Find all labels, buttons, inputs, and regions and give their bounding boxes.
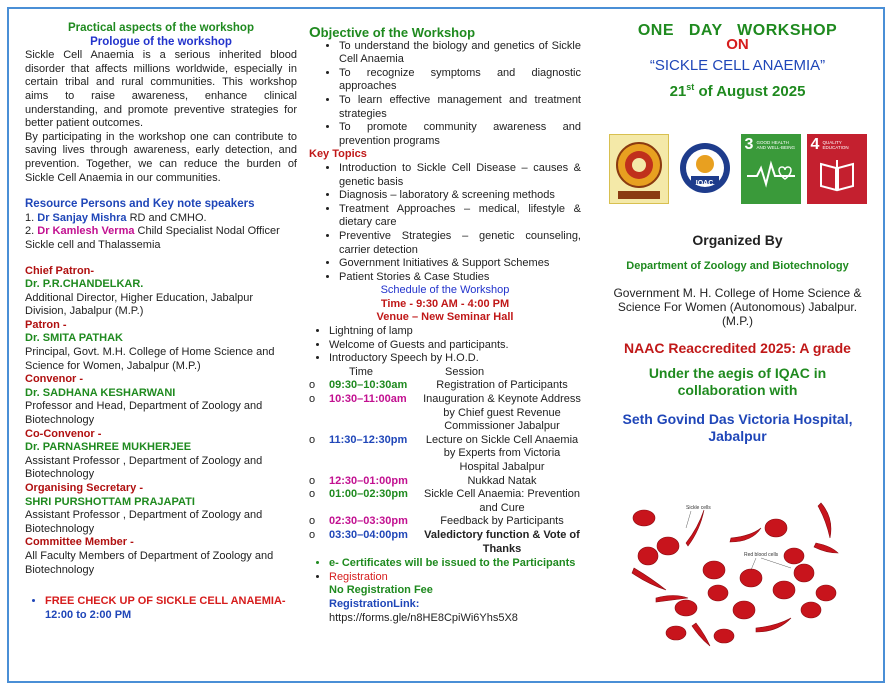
session-column-label: Session bbox=[445, 365, 485, 378]
registration-link-label: RegistrationLink: bbox=[329, 597, 420, 610]
hospital-name: Seth Govind Das Victoria Hospital, Jabalpur bbox=[622, 411, 853, 445]
speaker-name: Dr Sanjay Mishra bbox=[37, 211, 127, 224]
prologue-paragraph-1: Sickle Cell Anaemia is a serious inherited blood disorder that affects millions worldwide, especially in certain tribal and rural communities. This workshop aims to raise awareness, enhance clinical understanding, and promote preventive strategies for better patient outcomes. bbox=[25, 49, 297, 130]
middle-column bbox=[309, 26, 581, 625]
blood-cells-illustration bbox=[626, 498, 846, 648]
committee-desc: Principal, Govt. M.H. College of Home Science and Science for Women, Jabalpur (M.P.) bbox=[25, 346, 275, 372]
bullet-marker: o bbox=[309, 515, 316, 528]
sdg4-text: QUALITY EDUCATION bbox=[822, 140, 849, 151]
committee-title: Co-Convenor - bbox=[25, 427, 102, 440]
cell-label-sickle: Sickle cells bbox=[686, 505, 711, 511]
bullet-marker: o bbox=[309, 528, 316, 541]
college-name: Government M. H. College of Home Science & Science For Women (Autonomous) Jabalpur.(M.P.) bbox=[613, 285, 862, 328]
committee-title: Convenor - bbox=[25, 373, 84, 386]
department-name: Department of Zoology and Biotechnology bbox=[626, 259, 849, 272]
committee-title: Chief Patron- bbox=[25, 264, 95, 277]
committee-name: Dr. P.R.CHANDELKAR. bbox=[25, 278, 144, 291]
objective-heading-initial: O bbox=[309, 24, 321, 41]
schedule-row bbox=[309, 488, 581, 515]
opening-item: • Welcome of Guests and participants. bbox=[329, 339, 581, 353]
registration-heading: Registration bbox=[329, 570, 388, 583]
schedule-heading: Schedule of the Workshop bbox=[380, 284, 510, 297]
topic-item: • Patient Stories & Case Studies bbox=[339, 271, 581, 285]
red-blood-cell bbox=[708, 585, 728, 601]
committee-desc: All Faculty Members of Department of Zoology and Biotechnology bbox=[25, 549, 274, 576]
speaker-role: Child Specialist Nodal Officer Sickle cell and Thalassemia bbox=[25, 225, 280, 251]
committee-title: Committee Member - bbox=[25, 536, 134, 549]
committee-title: Organising Secretary - bbox=[25, 482, 143, 494]
checkup-item bbox=[45, 595, 297, 622]
date-day: 21 bbox=[669, 82, 687, 100]
topic-item: • Introduction to Sickle Cell Disease – causes & genetic basis bbox=[339, 162, 581, 189]
sickle-cell bbox=[692, 623, 710, 646]
committee-name: Dr. PARNASHREE MUKHERJEE bbox=[25, 441, 192, 454]
committee-desc: Professor and Head, Department of Zoology and Biotechnology bbox=[25, 400, 263, 427]
date-rest: of August 2025 bbox=[694, 82, 806, 100]
objective-heading bbox=[309, 26, 581, 40]
checkup-line-2: 12:00 to 2:00 PM bbox=[45, 608, 132, 621]
bullet-marker: o bbox=[309, 433, 316, 446]
bullet-marker: o bbox=[309, 379, 316, 392]
date-suffix: st bbox=[686, 81, 695, 92]
schedule-session: Valedictory function & Vote of Thanks bbox=[424, 528, 580, 555]
objective-item: • To learn effective management and treatment strategies bbox=[339, 94, 581, 121]
committee-list bbox=[25, 265, 297, 578]
iqac-text: IQAC bbox=[695, 180, 714, 188]
objective-item: • To promote community awareness and prevention programs bbox=[339, 121, 581, 148]
speaker-number: 1. bbox=[25, 211, 35, 224]
right-column bbox=[600, 24, 875, 445]
schedule-session: Sickle Cell Anaemia: Prevention and Cure bbox=[424, 488, 580, 514]
organized-by: Organized By bbox=[692, 232, 783, 249]
sdg4-logo bbox=[807, 134, 867, 204]
red-blood-cell bbox=[765, 519, 787, 537]
red-blood-cell bbox=[740, 569, 762, 587]
committee-desc: Assistant Professor , Department of Zoology and Biotechnology bbox=[25, 454, 263, 481]
speaker-role: RD and CMHO. bbox=[126, 211, 207, 224]
topic-item: • Government Initiatives & Support Schemes bbox=[339, 257, 581, 271]
sickle-cell bbox=[730, 528, 761, 542]
schedule-time: 12:30–01:00pm bbox=[329, 474, 408, 487]
red-blood-cell bbox=[784, 548, 804, 564]
opening-list bbox=[309, 325, 581, 366]
schedule-time: 02:30–03:30pm bbox=[329, 515, 408, 528]
schedule-time: 09:30–10:30am bbox=[329, 379, 408, 392]
prologue-heading: Prologue of the workshop bbox=[90, 35, 232, 48]
sdg3-number: 3 bbox=[744, 136, 754, 154]
key-topics-heading: Key Topics bbox=[309, 148, 367, 161]
workshop-topic: “SICKLE CELL ANAEMIA” bbox=[649, 57, 826, 75]
red-blood-cell bbox=[733, 601, 755, 619]
logo-row bbox=[600, 134, 875, 204]
red-blood-cell bbox=[714, 629, 734, 643]
sdg3-logo bbox=[741, 134, 801, 204]
committee-title: Patron - bbox=[25, 318, 67, 331]
schedule-row bbox=[309, 434, 581, 475]
time-column-label: Time bbox=[349, 365, 374, 378]
certificates-item: • e- Certificates will be issued to the Participants bbox=[329, 557, 581, 571]
resource-heading: Resource Persons and Key note speakers bbox=[25, 198, 255, 211]
schedule-row bbox=[309, 515, 581, 529]
red-blood-cell bbox=[657, 537, 679, 555]
cell-label-rbc: Red blood cells bbox=[744, 552, 779, 558]
checkup-list bbox=[25, 595, 297, 622]
topic-item: • Diagnosis – laboratory & screening methods bbox=[339, 189, 581, 203]
speaker-item bbox=[25, 212, 297, 226]
no-fee-text: No Registration Fee bbox=[329, 584, 433, 597]
title-on: ON bbox=[726, 35, 749, 53]
workshop-date bbox=[600, 81, 875, 99]
sickle-cell bbox=[818, 503, 831, 538]
schedule-session: Feedback by Participants bbox=[440, 515, 564, 528]
heartbeat-icon bbox=[747, 160, 795, 190]
bullet-marker: o bbox=[309, 393, 316, 406]
iqac-emblem-icon bbox=[675, 134, 735, 204]
opening-item: • Lightning of lamp bbox=[329, 325, 581, 339]
schedule-time: 10:30–11:00am bbox=[329, 393, 407, 406]
schedule-time: 11:30–12:30pm bbox=[329, 433, 408, 446]
registration-link[interactable]: https://forms.gle/n8HE8CpiWi6Yhs5X8 bbox=[329, 611, 518, 624]
schedule-row bbox=[309, 379, 581, 393]
schedule-row bbox=[309, 529, 581, 556]
schedule-row bbox=[309, 393, 581, 434]
schedule-session: Inauguration & Keynote Address by Chief guest Revenue Commissioner Jabalpur bbox=[423, 393, 581, 433]
red-blood-cell bbox=[638, 547, 658, 565]
speaker-number: 2. bbox=[25, 225, 35, 238]
sickle-cell bbox=[814, 543, 838, 553]
committee-desc: Additional Director, Higher Education, Jabalpur Division, Jabalpur (M.P.) bbox=[25, 291, 254, 318]
bullet-marker: o bbox=[309, 474, 316, 487]
committee-desc: Assistant Professor , Department of Zoology and Biotechnology bbox=[25, 509, 263, 535]
sickle-cell bbox=[632, 568, 666, 590]
opening-item: • Introductory Speech by H.O.D. bbox=[329, 352, 581, 366]
practical-heading: Practical aspects of the workshop bbox=[68, 22, 254, 34]
sdg4-number: 4 bbox=[810, 136, 820, 154]
schedule-time: Time - 9:30 AM - 4:00 PM bbox=[380, 297, 510, 310]
committee-name: Dr. SMITA PATHAK bbox=[25, 332, 123, 345]
key-topics-list bbox=[309, 162, 581, 284]
schedule-table bbox=[309, 379, 581, 556]
objective-heading-text: bjective of the Workshop bbox=[320, 25, 476, 40]
checkup-line-1: FREE CHECK UP OF SICKLE CELL ANAEMIA- bbox=[45, 595, 286, 608]
schedule-session: Lecture on Sickle Cell Anaemia by Experts from Victoria Hospital Jabalpur bbox=[425, 433, 579, 473]
red-blood-cell bbox=[675, 600, 697, 616]
sdg3-text: GOOD HEALTH AND WELL-BEING bbox=[756, 140, 796, 151]
sickle-cell bbox=[756, 618, 791, 632]
topic-item: • Preventive Strategies – genetic counseling, carrier detection bbox=[339, 230, 581, 257]
prologue-paragraph-2: By participating in the workshop one can contribute to saving lives through awareness, early detection, and prevention. Together, we can reduce the burden of Sickle Cell Anaemia in our communities. bbox=[25, 130, 297, 184]
bullet-marker: o bbox=[309, 488, 316, 501]
objective-item: • To recognize symptoms and diagnostic approaches bbox=[339, 67, 581, 94]
speaker-item bbox=[25, 225, 297, 252]
red-blood-cell bbox=[816, 585, 836, 601]
red-blood-cell bbox=[794, 564, 814, 582]
naac-grade: NAAC Reaccredited 2025: A grade bbox=[624, 339, 851, 356]
red-blood-cell bbox=[773, 581, 795, 599]
objectives-list bbox=[309, 40, 581, 149]
schedule-row bbox=[309, 475, 581, 489]
book-icon bbox=[819, 158, 855, 192]
schedule-session: Nukkad Natak bbox=[467, 474, 537, 487]
red-blood-cell bbox=[633, 510, 655, 526]
committee-name: Dr. SADHANA KESHARWANI bbox=[25, 386, 176, 399]
schedule-time: 01:00–02:30pm bbox=[329, 488, 408, 501]
schedule-session: Registration of Participants bbox=[436, 379, 568, 392]
college-emblem-logo bbox=[609, 134, 669, 204]
objective-item: • To understand the biology and genetics of Sickle Cell Anaemia bbox=[339, 40, 581, 67]
left-column bbox=[25, 22, 297, 622]
aegis-text: Under the aegis of IQAC in collaboration with bbox=[648, 365, 827, 399]
college-emblem-icon bbox=[610, 135, 668, 203]
red-blood-cell bbox=[801, 602, 821, 618]
workshop-title: ONE DAY WORKSHOP bbox=[637, 22, 838, 39]
registration-item bbox=[329, 571, 581, 625]
venue: Venue – New Seminar Hall bbox=[376, 311, 514, 324]
topic-item: • Treatment Approaches – medical, lifestyle & dietary care bbox=[339, 203, 581, 230]
speaker-name: Dr Kamlesh Verma bbox=[37, 225, 135, 238]
footer-list bbox=[309, 557, 581, 625]
sickle-cell bbox=[686, 510, 704, 546]
red-blood-cell bbox=[703, 561, 725, 579]
committee-name: SHRI PURSHOTTAM PRAJAPATI bbox=[25, 495, 195, 508]
red-blood-cell bbox=[666, 626, 686, 640]
iqac-logo bbox=[675, 134, 735, 204]
schedule-time: 03:30–04:00pm bbox=[329, 528, 408, 541]
schedule-header-row bbox=[309, 366, 581, 380]
